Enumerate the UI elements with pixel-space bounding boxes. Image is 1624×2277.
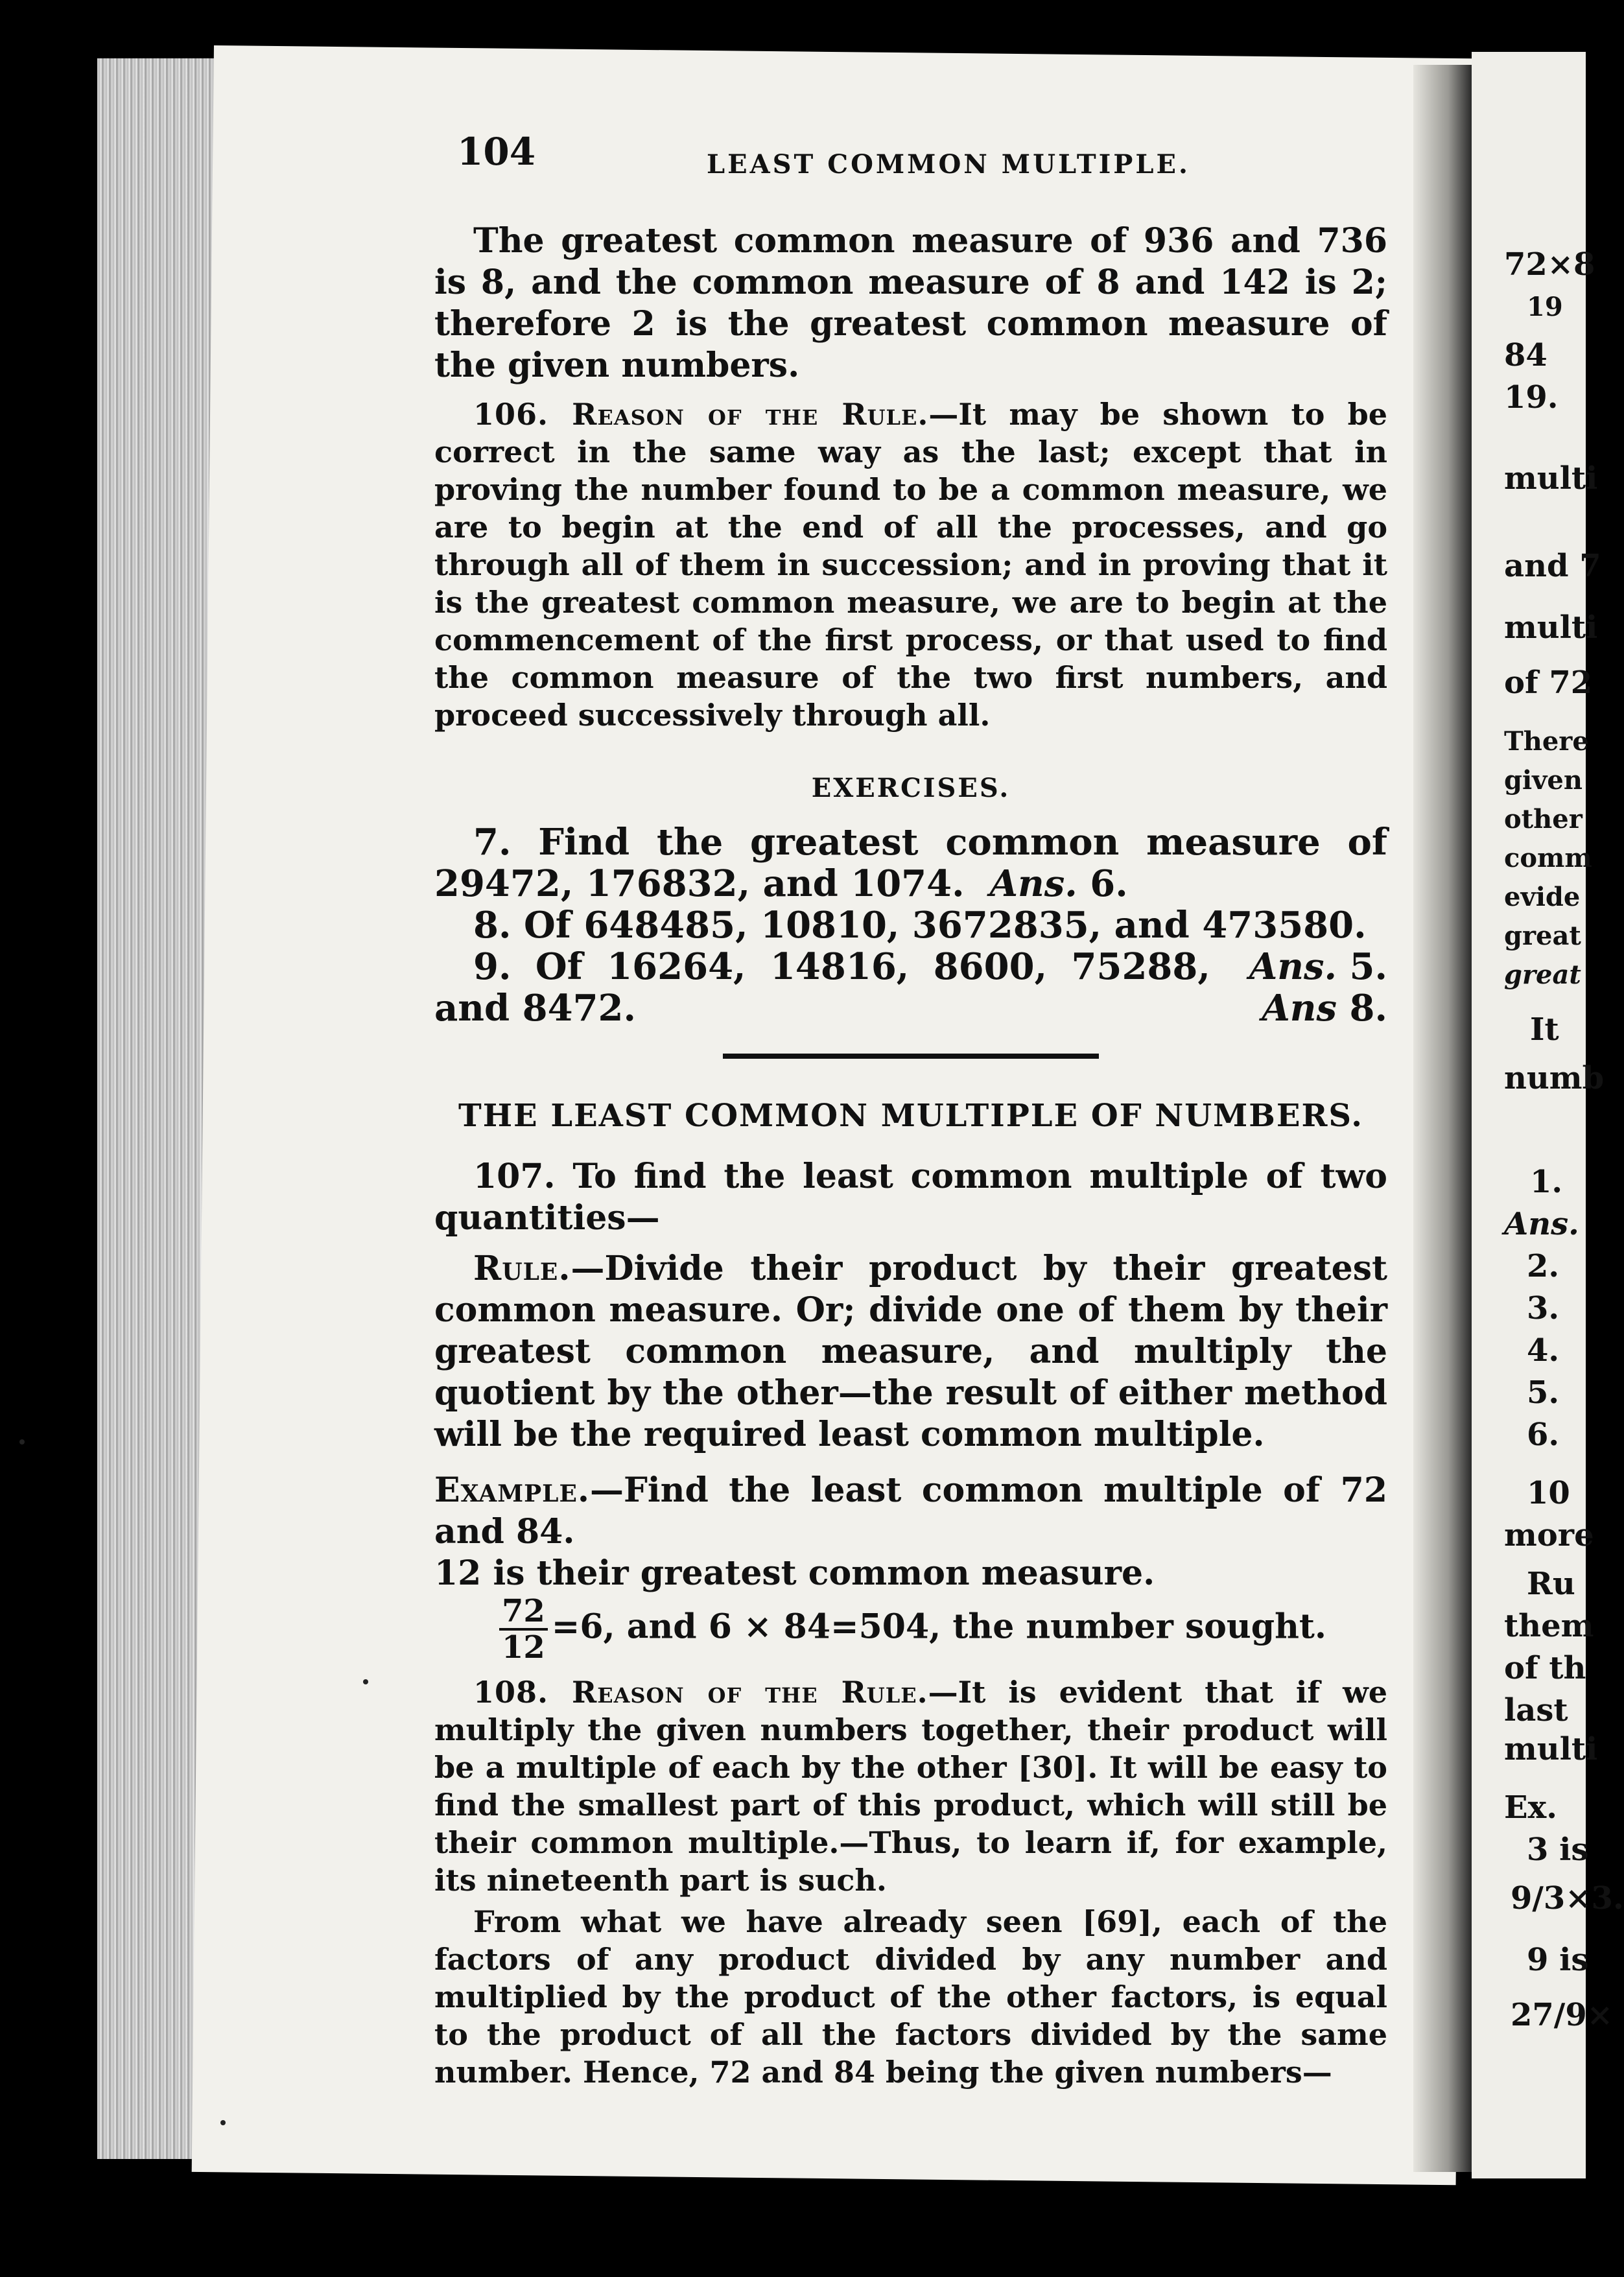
rule-paragraph bbox=[434, 1248, 1387, 1456]
next-page-text: It bbox=[1530, 1011, 1559, 1048]
scan-speck bbox=[220, 2120, 226, 2125]
exercise-9-ans-value: 8. bbox=[1349, 987, 1387, 1030]
next-page-text: multi bbox=[1504, 460, 1598, 497]
next-page-text: 1. bbox=[1530, 1164, 1563, 1200]
exercise-7-ans-value: 6. bbox=[1090, 862, 1128, 905]
paragraph-107: 107. To find the least common multiple of two quantities— bbox=[434, 1157, 1387, 1238]
next-page-text: 5. bbox=[1527, 1374, 1560, 1411]
next-page-text: There bbox=[1504, 726, 1589, 757]
exercise-8-ans-label: Ans. bbox=[1249, 945, 1337, 988]
reason-108-paragraph bbox=[434, 1673, 1387, 1899]
reason-108-text: —It is evident that if we multiply the given numbers together, their product will be a multiple of each by the other [30]. It will be easy to find the smallest part of this product, which will still be their common multiple.—Thus, to learn if, for example, its nineteenth part is such. bbox=[434, 1675, 1387, 1898]
exercise-8-text: 8. Of 648485, 10810, 3672835, and 473580. bbox=[473, 904, 1367, 947]
next-page-text: them bbox=[1504, 1608, 1594, 1644]
scan-speck bbox=[19, 1439, 25, 1445]
next-page-text: Ans. bbox=[1504, 1206, 1579, 1242]
rule-label: Rule. bbox=[473, 1249, 571, 1288]
example-label: Example. bbox=[434, 1470, 590, 1510]
next-page-text: other bbox=[1504, 804, 1583, 834]
fraction-denominator: 12 bbox=[502, 1629, 545, 1666]
reason-106-text: —It may be shown to be correct in the same way as the last; except that in proving the number found to be a common measure, we are to begin at the end of all the processes, and go through all of them in succession; and in proving that it is the greatest common measure, we are to begin at the commencement of the first process, or that used to find the common measure of the two first numbers, and proceed successively through all. bbox=[434, 397, 1387, 733]
section-divider bbox=[723, 1054, 1099, 1059]
exercise-9-text: 9. Of 16264, 14816, 8600, 75288, and 8472. bbox=[434, 945, 1210, 1030]
reason-108-label: 108. Reason of the Rule. bbox=[473, 1675, 928, 1710]
reason-106-paragraph bbox=[434, 395, 1387, 734]
exercise-7 bbox=[434, 821, 1387, 904]
next-page-text: multi bbox=[1504, 609, 1598, 646]
gcm-paragraph: The greatest common measure of 936 and 736 is 8, and the common measure of 8 and 142 is 2; therefore 2 is the greatest common measure of the given numbers. bbox=[434, 221, 1387, 385]
next-page-text: 3. bbox=[1527, 1290, 1560, 1327]
running-head bbox=[214, 117, 1426, 180]
next-page-text: Ex. bbox=[1504, 1789, 1557, 1826]
page-content bbox=[214, 117, 1426, 2091]
next-page-text: 4. bbox=[1527, 1332, 1560, 1369]
exercise-7-ans-label: Ans. bbox=[989, 862, 1077, 905]
lcm-section-title: THE LEAST COMMON MULTIPLE OF NUMBERS. bbox=[458, 1098, 1364, 1134]
calculation-text: =6, and 6 × 84=504, the number sought. bbox=[551, 1607, 1327, 1647]
next-page-text: more bbox=[1504, 1517, 1594, 1553]
next-page-text: great bbox=[1504, 921, 1581, 951]
next-page-text: Ru bbox=[1527, 1566, 1575, 1602]
final-paragraph: From what we have already seen [69], each of the factors of any product divided by any number and multiplied by the product of the other factors, is equal to the product of all the factors divided by the same number. Hence, 72 and 84 being the given numbers— bbox=[434, 1904, 1387, 2090]
exercises-heading: EXERCISES. bbox=[811, 773, 1011, 803]
next-page-text: 72×8 bbox=[1504, 246, 1595, 283]
next-page-text: 6. bbox=[1527, 1417, 1560, 1453]
rule-text: —Divide their product by their greatest common measure. Or; divide one of them by their greatest common measure, and multiply the quotient by the other—the result of either method will be the required least common multiple. bbox=[434, 1249, 1387, 1454]
calculation-line bbox=[434, 1594, 1387, 1664]
fraction-numerator: 72 bbox=[499, 1594, 548, 1631]
text-block bbox=[214, 175, 1426, 2091]
exercise-7-text: 7. Find the greatest common measure of 29472, 176832, and 1074. bbox=[434, 821, 1387, 905]
right-page-fragment bbox=[1472, 52, 1624, 2178]
next-page-text: great bbox=[1504, 960, 1581, 990]
next-page-text: of th bbox=[1504, 1650, 1586, 1686]
running-title: LEAST COMMON MULTIPLE. bbox=[707, 149, 1190, 180]
gcm-line: 12 is their greatest common measure. bbox=[434, 1553, 1155, 1593]
exercise-8-ans-value: 5. bbox=[1349, 945, 1387, 988]
example-paragraph bbox=[434, 1470, 1387, 1553]
next-page-text: of 72 bbox=[1504, 665, 1593, 701]
next-page-text: 19. bbox=[1504, 379, 1559, 416]
next-page-text: 9 is bbox=[1527, 1942, 1589, 1978]
next-page-text: 2. bbox=[1527, 1248, 1560, 1284]
next-page-text: 10 bbox=[1527, 1475, 1570, 1511]
next-page-text: multi bbox=[1504, 1731, 1598, 1767]
next-page-text: 27/9× bbox=[1511, 1997, 1613, 2033]
next-page-text: 3 is bbox=[1527, 1832, 1589, 1868]
next-page-text: 9/3×3. bbox=[1511, 1880, 1624, 1917]
page-number: 104 bbox=[457, 130, 536, 174]
next-page-text: comm bbox=[1504, 843, 1592, 873]
exercise-9-ans-label: Ans bbox=[1262, 987, 1337, 1030]
next-page-text: 84 bbox=[1504, 337, 1548, 373]
next-page-text: and 7 bbox=[1504, 548, 1601, 584]
fraction-72-over-12 bbox=[499, 1594, 548, 1664]
next-page-text: last bbox=[1504, 1692, 1568, 1728]
next-page-text: evide bbox=[1504, 882, 1581, 912]
scan-speck bbox=[363, 1679, 368, 1684]
next-page-text: given bbox=[1504, 765, 1583, 796]
next-page-text: numb bbox=[1504, 1060, 1605, 1096]
next-page-text: 19 bbox=[1527, 292, 1563, 322]
example-text: —Find the least common multiple of 72 and 84. bbox=[434, 1470, 1387, 1551]
reason-106-label: 106. Reason of the Rule. bbox=[473, 397, 929, 432]
